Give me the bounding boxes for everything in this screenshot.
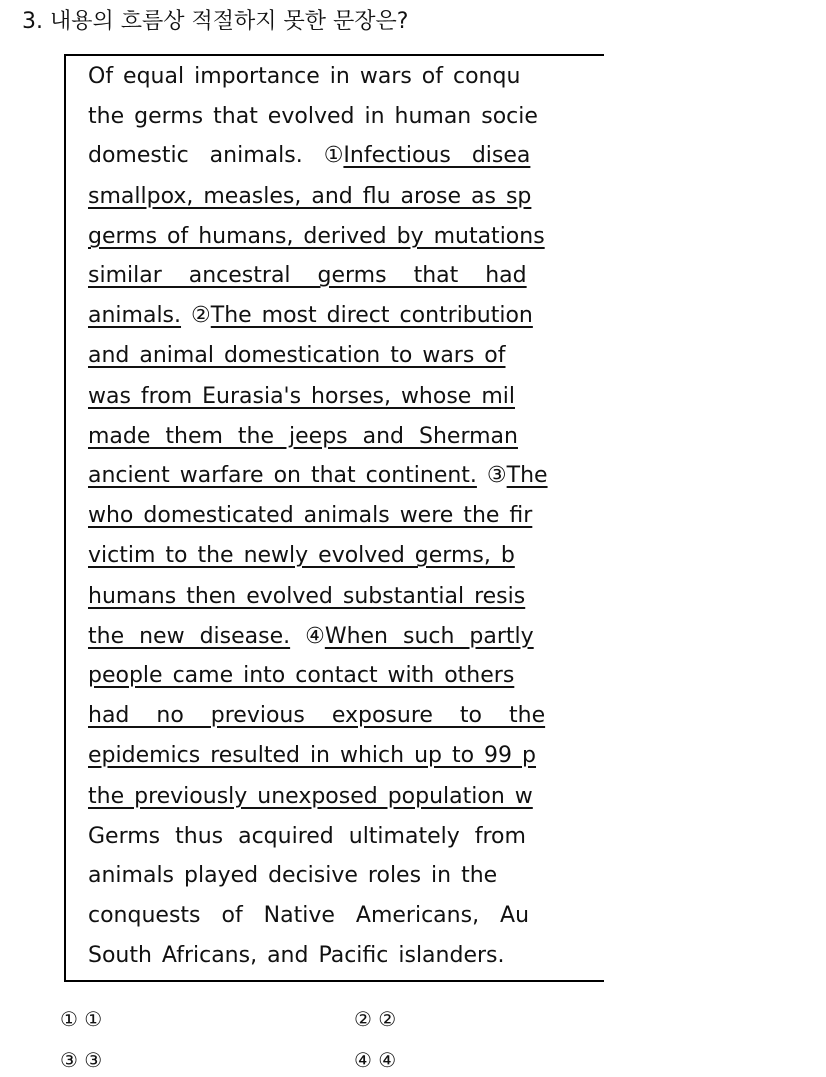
underlined-sentence-3: the new disease. [88, 624, 291, 649]
option-text: ④ [378, 1048, 397, 1072]
underlined-sentence-2: was from Eurasia's horses, whose mil [88, 384, 515, 409]
passage-line [88, 582, 525, 612]
passage-line [88, 341, 506, 371]
passage-line [88, 382, 515, 412]
passage-line [88, 941, 504, 971]
passage-line [88, 422, 518, 452]
passage-line [88, 741, 536, 771]
answer-option-3[interactable] [60, 1046, 102, 1074]
option-text: ② [378, 1007, 397, 1031]
passage-line [88, 822, 526, 852]
underlined-sentence-1: smallpox, measles, and flu arose as sp [88, 184, 532, 209]
underlined-sentence-2: and animal domestication to wars of [88, 343, 506, 368]
underlined-sentence-4: people came into contact with others [88, 663, 515, 688]
underlined-sentence-3: who domesticated animals were the fir [88, 503, 533, 528]
passage-line [88, 141, 530, 171]
underlined-sentence-2: made them the jeeps and Sherman [88, 424, 518, 449]
option-number: ② [354, 1007, 372, 1031]
option-number: ① [60, 1007, 78, 1031]
sentence-marker-2: ② [181, 303, 211, 328]
option-number: ③ [60, 1048, 78, 1072]
question-title: 3. 내용의 흐름상 적절하지 못한 문장은? [22, 9, 409, 34]
passage-line [88, 461, 548, 491]
passage-line-text: conquests of Native Americans, Au [88, 903, 530, 928]
passage-line [88, 661, 514, 691]
answer-option-1[interactable] [60, 1005, 102, 1033]
passage-line-text: domestic animals. ① [88, 143, 344, 168]
passage-line [88, 901, 529, 931]
passage-line-text: the germs that evolved in human socie [88, 104, 538, 129]
passage-line [88, 701, 545, 731]
option-number: ④ [354, 1048, 372, 1072]
passage-line-text: Germs thus acquired ultimately from [88, 824, 526, 849]
underlined-sentence-4: When such partly [324, 624, 534, 649]
passage-line [88, 182, 531, 212]
passage-line-text: animals played decisive roles in the [88, 863, 498, 888]
underlined-sentence-3: The [506, 463, 548, 488]
option-text: ③ [84, 1048, 103, 1072]
passage-line [88, 301, 533, 331]
answer-option-2[interactable] [354, 1005, 396, 1033]
underlined-sentence-1: similar ancestral germs that had [88, 263, 527, 288]
underlined-sentence-1: animals. [88, 303, 182, 328]
passage-line-text: Of equal importance in wars of conqu [88, 64, 521, 89]
passage-line [88, 102, 538, 132]
sentence-marker-3: ③ [476, 463, 507, 488]
sentence-marker-4: ④ [290, 624, 325, 649]
passage-line [88, 261, 527, 291]
underlined-sentence-3: humans then evolved substantial resis [88, 584, 526, 609]
passage-line [88, 222, 545, 252]
underlined-sentence-1: germs of humans, derived by mutations [88, 224, 545, 249]
passage-line [88, 622, 534, 652]
underlined-sentence-2: The most direct contribution [210, 303, 533, 328]
passage-line [88, 861, 497, 891]
underlined-sentence-4: the previously unexposed population w [88, 784, 533, 809]
underlined-sentence-1: Infectious disea [343, 143, 531, 168]
underlined-sentence-2: ancient warfare on that continent. [88, 463, 477, 488]
underlined-sentence-4: had no previous exposure to the [88, 703, 546, 728]
passage-line-text: South Africans, and Pacific islanders. [88, 943, 505, 968]
passage-line [88, 501, 532, 531]
underlined-sentence-4: epidemics resulted in which up to 99 p [88, 743, 537, 768]
passage-line [88, 541, 515, 571]
answer-option-4[interactable] [354, 1046, 396, 1074]
passage-line [88, 782, 533, 812]
passage-line [88, 62, 520, 92]
option-text: ① [84, 1007, 103, 1031]
underlined-sentence-3: victim to the newly evolved germs, b [88, 543, 515, 568]
